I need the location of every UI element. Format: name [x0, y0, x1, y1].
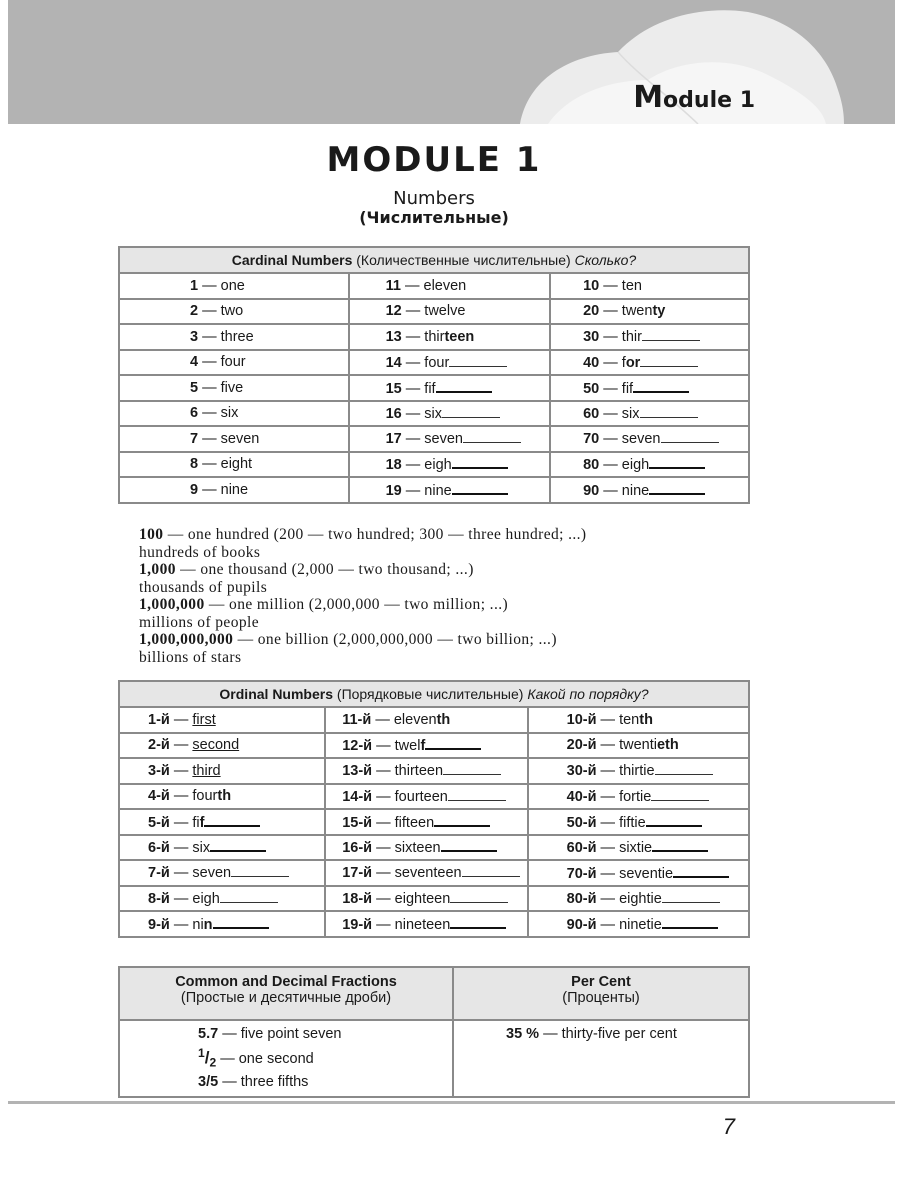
table-cell: 11-й — eleventh [325, 707, 527, 733]
table-cell: 19 — nine [349, 477, 551, 503]
word-text: thirtie [619, 763, 655, 780]
ordinal-caption: Ordinal Numbers (Порядковые числительные) Какой по порядку? [119, 681, 749, 707]
table-cell: 2 — two [119, 299, 349, 325]
word-text: fiftie [619, 814, 646, 831]
word-text: six [192, 840, 211, 857]
number-label: 3 [190, 328, 199, 345]
big-number-text: — one hundred (200 — two hundred; 300 — three hundred; ...) [163, 526, 587, 543]
table-row [119, 324, 749, 350]
word-text: eleven [393, 711, 437, 728]
table-row [119, 401, 749, 427]
number-label: 5-й [148, 814, 170, 831]
number-label: 90-й [566, 916, 597, 933]
big-number-text: — one million (2,000,000 — two million; ...) [204, 596, 509, 613]
table-cell: 70-й — seventie [528, 860, 749, 886]
word-text: thirteen [394, 763, 444, 780]
section-subtitle: (Числительные) [359, 208, 509, 227]
table-row [119, 886, 749, 912]
fill-blank [443, 762, 501, 775]
number-label: 1 [190, 277, 199, 294]
number-label: 12 [385, 303, 402, 320]
word-bold-part: teen [444, 328, 475, 345]
word-text: fifteen [394, 814, 435, 831]
word-text: first [192, 711, 216, 728]
word-bold-part: th [436, 711, 451, 728]
big-number-text: — one billion (2,000,000,000 — two billion; ...) [233, 631, 557, 648]
word-text: nine [424, 482, 452, 499]
word-text: nineteen [394, 916, 451, 933]
big-number-line [139, 526, 779, 544]
table-row [119, 273, 749, 299]
word-text: five [220, 379, 244, 396]
table-cell: 40-й — fortie [528, 784, 749, 810]
word-text: ni [192, 916, 204, 933]
table-cell: 3-й — third [119, 758, 325, 784]
table-cell: 70 — seven [550, 426, 749, 452]
fill-blank [642, 328, 700, 341]
number-label: 19-й [342, 916, 373, 933]
fill-blank [204, 813, 260, 827]
table-cell: 9 — nine [119, 477, 349, 503]
number-label: 12-й [342, 738, 373, 755]
table-row [119, 758, 749, 784]
fill-blank [649, 481, 705, 495]
word-text: eighteen [394, 890, 451, 907]
table-cell: 60 — six [550, 401, 749, 427]
word-text: f [621, 354, 626, 371]
percent-example: 35 % — thirty-five per cent [453, 1020, 749, 1097]
table-cell: 50-й — fiftie [528, 809, 749, 835]
word-bold-part: f [420, 738, 426, 755]
word-text: twenti [619, 737, 657, 754]
word-text: thir [424, 328, 445, 345]
word-text: second [192, 737, 240, 754]
number-label: 10 [583, 277, 600, 294]
word-text: eigh [621, 457, 650, 474]
table-cell: 80 — eigh [550, 452, 749, 478]
number-label: 3-й [148, 762, 170, 779]
word-text: six [424, 405, 443, 422]
word-text: four [192, 788, 218, 805]
word-text: seventeen [394, 865, 462, 882]
number-label: 15 [385, 380, 402, 397]
word-text: six [220, 405, 239, 422]
table-cell: 18-й — eighteen [325, 886, 527, 912]
table-cell: 9-й — nin [119, 911, 325, 937]
fill-blank [640, 354, 698, 367]
fill-blank [463, 430, 521, 443]
fill-blank [662, 890, 720, 903]
fill-blank [673, 864, 729, 878]
number-label: 40-й [566, 788, 597, 805]
word-text: eight [220, 456, 253, 473]
fractions-examples [119, 1020, 453, 1097]
big-number-text: billions of stars [139, 648, 242, 666]
number-label: 11 [385, 277, 401, 294]
table-cell: 1-й — first [119, 707, 325, 733]
number-label: 70 [583, 431, 600, 448]
word-text: ninetie [619, 916, 662, 933]
table-cell: 17 — seven [349, 426, 551, 452]
number-label: 9-й [148, 916, 170, 933]
word-bold-part: th [639, 711, 653, 728]
module-tab-label: Module 1 [633, 80, 755, 115]
table-cell: 7-й — seven [119, 860, 325, 886]
fill-blank [662, 915, 718, 929]
table-cell: 8-й — eigh [119, 886, 325, 912]
number-label: 30 [583, 329, 600, 346]
table-row [119, 477, 749, 503]
decimal-example: 5.7 — five point seven [198, 1026, 342, 1042]
percent-header: Per Cent (Проценты) [453, 967, 749, 1020]
number-label: 50 [583, 380, 600, 397]
number-label: 20 [583, 303, 600, 320]
table-cell: 13-й — thirteen [325, 758, 527, 784]
number-label: 20-й [566, 737, 597, 754]
word-text: twen [621, 303, 653, 320]
big-number-line [139, 579, 779, 597]
big-number-line [139, 561, 779, 579]
number-label: 10-й [566, 711, 597, 728]
word-text: ten [619, 711, 640, 728]
fill-blank [452, 481, 508, 495]
table-cell: 17-й — seventeen [325, 860, 527, 886]
header-band [8, 0, 895, 124]
word-text: four [424, 354, 450, 371]
table-row [119, 911, 749, 937]
table-row [119, 784, 749, 810]
fractions-header-row [119, 967, 749, 1020]
fill-blank [450, 915, 506, 929]
table-caption-row [119, 681, 749, 707]
fractions-table [118, 966, 750, 1098]
fill-blank [448, 788, 506, 801]
number-label: 4-й [148, 788, 170, 805]
word-text: twelve [424, 303, 466, 320]
number-label: 9 [190, 481, 199, 498]
big-number-value: 100 [139, 526, 164, 543]
word-text: seven [192, 865, 232, 882]
header-decoration [8, 0, 895, 124]
number-label: 16 [385, 405, 402, 422]
table-cell: 16-й — sixteen [325, 835, 527, 861]
table-cell: 4-й — fourth [119, 784, 325, 810]
word-text: seventie [619, 865, 674, 882]
number-label: 19 [385, 482, 402, 499]
table-cell: 60-й — sixtie [528, 835, 749, 861]
number-label: 5 [190, 379, 199, 396]
cardinal-numbers-table [118, 246, 750, 504]
number-label: 4 [190, 354, 199, 371]
table-cell: 5-й — fif [119, 809, 325, 835]
table-cell: 7 — seven [119, 426, 349, 452]
word-text: twel [394, 738, 421, 755]
table-cell: 12 — twelve [349, 299, 551, 325]
word-text: thir [621, 329, 642, 346]
number-label: 2-й [148, 737, 170, 754]
table-cell: 90 — nine [550, 477, 749, 503]
table-cell: 14 — four [349, 350, 551, 376]
big-number-text: thousands of pupils [139, 578, 268, 596]
word-text: fourteen [394, 788, 448, 805]
big-number-value: 1,000,000,000 [139, 631, 234, 648]
word-bold-part: or [625, 354, 641, 371]
table-cell: 40 — for [550, 350, 749, 376]
fill-blank [649, 455, 705, 469]
table-cell: 15 — fif [349, 375, 551, 401]
big-number-line [139, 596, 779, 614]
fill-blank [661, 430, 719, 443]
table-cell: 16 — six [349, 401, 551, 427]
word-text: fortie [619, 788, 652, 805]
number-label: 1-й [148, 711, 170, 728]
number-label: 13-й [342, 763, 373, 780]
table-row [119, 809, 749, 835]
table-cell: 30 — thir [550, 324, 749, 350]
number-label: 40 [583, 354, 600, 371]
word-bold-part: eth [656, 737, 679, 754]
fill-blank [436, 379, 492, 393]
word-text: one [220, 277, 245, 294]
table-cell: 5 — five [119, 375, 349, 401]
number-label: 15-й [342, 814, 373, 831]
word-bold-part: ty [652, 303, 666, 320]
number-label: 90 [583, 482, 600, 499]
big-number-text: hundreds of books [139, 543, 261, 561]
number-label: 70-й [566, 865, 597, 882]
big-number-value: 1,000,000 [139, 596, 205, 613]
half-example: $^1/_2$ — one second [198, 1046, 314, 1070]
number-label: 6 [190, 405, 199, 422]
big-number-line [139, 544, 779, 562]
table-cell: 2-й — second [119, 733, 325, 759]
word-text: eigh [192, 890, 220, 907]
table-row [119, 707, 749, 733]
table-cell: 50 — fif [550, 375, 749, 401]
fill-blank [220, 890, 278, 903]
number-label: 60-й [566, 840, 597, 857]
fill-blank [651, 788, 709, 801]
table-cell: 30-й — thirtie [528, 758, 749, 784]
table-cell: 90-й — ninetie [528, 911, 749, 937]
number-label: 80 [583, 457, 600, 474]
word-text: eightie [619, 890, 662, 907]
table-cell: 18 — eigh [349, 452, 551, 478]
table-cell: 19-й — nineteen [325, 911, 527, 937]
number-label: 8-й [148, 890, 170, 907]
number-label: 14 [385, 354, 402, 371]
word-text: three [220, 328, 254, 345]
number-label: 30-й [566, 763, 597, 780]
table-row [119, 860, 749, 886]
table-cell: 3 — three [119, 324, 349, 350]
fill-blank [462, 864, 520, 877]
table-row [119, 733, 749, 759]
word-text: eleven [423, 277, 467, 294]
number-label: 13 [385, 328, 402, 345]
word-text: seven [424, 431, 463, 448]
fill-blank [425, 736, 481, 750]
big-number-text: millions of people [139, 613, 259, 631]
word-text: ten [621, 277, 642, 294]
table-row [119, 299, 749, 325]
table-row [119, 452, 749, 478]
big-number-line [139, 614, 779, 632]
table-cell: 15-й — fifteen [325, 809, 527, 835]
page-number: 7 [722, 1114, 735, 1139]
number-label: 6-й [148, 840, 170, 857]
fill-blank [210, 838, 266, 852]
word-bold-part: f [199, 814, 205, 831]
table-row [119, 350, 749, 376]
table-caption-row [119, 247, 749, 273]
table-cell: 6-й — six [119, 835, 325, 861]
fill-blank [231, 864, 289, 877]
fill-blank [655, 762, 713, 775]
number-label: 2 [190, 303, 199, 320]
word-text: fif [621, 380, 634, 397]
fractions-header: Common and Decimal Fractions (Простые и десятичные дроби) [119, 967, 453, 1020]
fifths-example: 3/5 — three fifths [198, 1073, 309, 1090]
table-cell: 6 — six [119, 401, 349, 427]
cardinal-caption: Cardinal Numbers (Количественные числительные) Сколько? [119, 247, 749, 273]
table-row [119, 426, 749, 452]
fill-blank [442, 405, 500, 418]
word-text: nine [621, 482, 650, 499]
word-text: third [192, 762, 221, 779]
number-label: 14-й [342, 788, 373, 805]
word-text: nine [220, 481, 249, 498]
big-number-line [139, 649, 779, 667]
number-label: 50-й [566, 814, 597, 831]
word-text: fi [192, 814, 200, 831]
table-row [119, 835, 749, 861]
big-number-value: 1,000 [139, 561, 176, 578]
fractions-body-row [119, 1020, 749, 1097]
footer-divider [8, 1101, 895, 1104]
table-cell: 14-й — fourteen [325, 784, 527, 810]
number-label: 8 [190, 456, 199, 473]
number-label: 17-й [342, 865, 373, 882]
number-label: 7-й [148, 865, 170, 882]
number-label: 60 [583, 405, 600, 422]
word-text: two [220, 303, 244, 320]
word-text: sixteen [394, 840, 441, 857]
table-cell: 80-й — eightie [528, 886, 749, 912]
fill-blank [434, 813, 490, 827]
fill-blank [652, 838, 708, 852]
table-cell: 20 — twenty [550, 299, 749, 325]
word-text: eigh [424, 457, 452, 474]
section-title: Numbers [393, 188, 475, 209]
number-label: 7 [190, 430, 199, 447]
word-text: fif [424, 380, 436, 397]
fill-blank [449, 354, 507, 367]
ordinal-numbers-table [118, 680, 750, 938]
fill-blank [640, 405, 698, 418]
word-text: seven [220, 430, 260, 447]
word-text: seven [621, 431, 661, 448]
table-cell: 13 — thirteen [349, 324, 551, 350]
table-cell: 10 — ten [550, 273, 749, 299]
number-label: 18-й [342, 890, 373, 907]
table-cell: 4 — four [119, 350, 349, 376]
big-numbers-block [139, 526, 779, 666]
table-cell: 20-й — twentieth [528, 733, 749, 759]
word-bold-part: n [203, 916, 213, 933]
fill-blank [646, 813, 702, 827]
number-label: 11-й [342, 711, 372, 728]
fill-blank [450, 890, 508, 903]
word-bold-part: th [217, 788, 232, 805]
table-cell: 11 — eleven [349, 273, 551, 299]
big-number-text: — one thousand (2,000 — two thousand; ...) [175, 561, 474, 578]
fill-blank [441, 838, 497, 852]
word-text: six [621, 405, 640, 422]
table-cell: 10-й — tenth [528, 707, 749, 733]
table-cell: 8 — eight [119, 452, 349, 478]
table-cell: 12-й — twelf [325, 733, 527, 759]
fill-blank [213, 915, 269, 929]
page-title: MODULE 1 [326, 140, 542, 180]
word-text: four [220, 354, 246, 371]
big-number-line [139, 631, 779, 649]
number-label: 17 [385, 431, 402, 448]
number-label: 18 [385, 457, 402, 474]
number-label: 16-й [342, 840, 373, 857]
table-cell: 1 — one [119, 273, 349, 299]
word-text: sixtie [619, 840, 653, 857]
fill-blank [452, 455, 508, 469]
number-label: 80-й [566, 890, 597, 907]
fill-blank [633, 379, 689, 393]
table-row [119, 375, 749, 401]
